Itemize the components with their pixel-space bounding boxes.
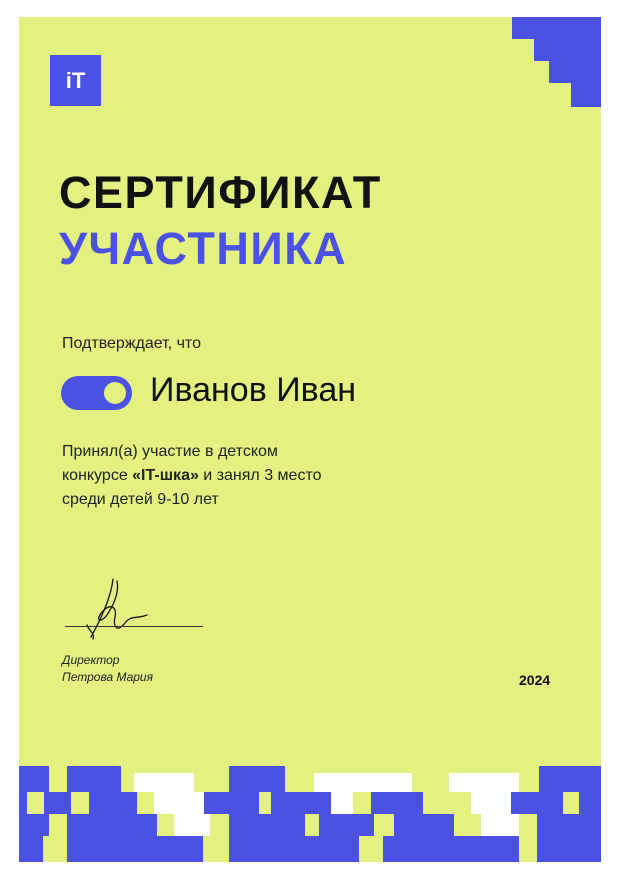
description-line2-prefix: конкурсе: [62, 467, 133, 484]
certificate-title-line2: УЧАСТНИКА: [59, 223, 348, 274]
toggle-icon: [61, 376, 132, 410]
description-line2: [62, 464, 422, 488]
certificate: [19, 17, 601, 862]
certificate-year: 2024: [519, 672, 551, 688]
description-line1: Принял(а) участие в детском: [62, 443, 278, 460]
signer-name: Петрова Мария: [62, 670, 154, 684]
confirm-text: Подтверждает, что: [62, 335, 201, 352]
description-line2-suffix: и занял 3 место: [198, 467, 322, 484]
corner-pixel-decoration: [19, 17, 601, 117]
signature-line: [65, 626, 203, 627]
certificate-title-line1: СЕРТИФИКАТ: [59, 167, 382, 218]
description-line3: среди детей 9-10 лет: [62, 491, 219, 508]
logo-text: iT: [65, 67, 86, 93]
signer-block: [62, 652, 153, 686]
signature: [59, 567, 199, 647]
signer-role: Директор: [62, 653, 120, 667]
toggle-knob: [104, 382, 126, 404]
description: [62, 440, 422, 512]
recipient-name: Иванов Иван: [150, 371, 357, 409]
contest-name: «IT-шка»: [132, 467, 199, 484]
bottom-pixel-decoration: [19, 766, 601, 862]
